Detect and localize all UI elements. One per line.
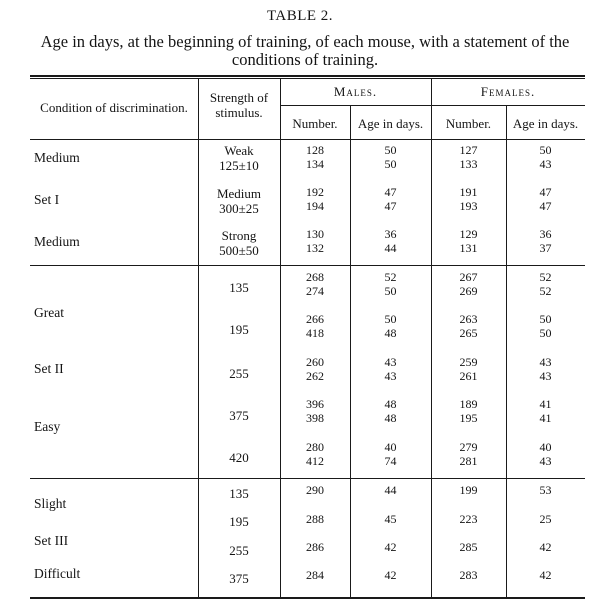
condition-label: Set I [34, 192, 60, 207]
male-no-cell: 288 [306, 512, 324, 526]
condition-label: Set II [34, 361, 64, 376]
male-no-cell: 262 [306, 369, 324, 383]
strength-cell [198, 143, 280, 173]
female-no-cell: 261 [459, 369, 478, 383]
male-no-cell: 412 [306, 454, 324, 468]
male-age-cell: 48 [384, 326, 397, 340]
male-no-cell: 134 [306, 157, 324, 171]
male-no-cell: 280 [306, 440, 324, 454]
strength-value: 255 [229, 543, 249, 558]
female-no-cell: 265 [459, 326, 478, 340]
strength-line1: Medium [216, 186, 262, 201]
female-age-cell: 50 [539, 143, 552, 157]
female-age-cell: 43 [539, 157, 552, 171]
condition-label: Set III [34, 533, 69, 548]
male-no-cell: 192 [306, 185, 324, 199]
male-no-cell: 274 [306, 284, 324, 298]
rule-header-bottom [30, 139, 585, 140]
male-no-cell: 290 [306, 483, 324, 497]
male-age-cell: 50 [384, 157, 397, 171]
male-age-cell: 44 [384, 483, 397, 497]
male-age-cell: 45 [384, 512, 397, 526]
rule-set1-end [30, 265, 585, 266]
male-no-cell: 418 [306, 326, 324, 340]
caption-line-1: Age in days, at the beginning of training, of each mouse, with a statement of the [40, 32, 570, 51]
strength-line2: 300±25 [219, 201, 259, 216]
table-title: TABLE 2. [266, 8, 334, 24]
female-no-cell: 283 [459, 568, 478, 582]
female-age-cell: 41 [539, 411, 552, 425]
condition-label: Medium [34, 150, 80, 165]
female-no-cell: 131 [459, 241, 478, 255]
female-no-cell: 191 [459, 185, 478, 199]
condition-label: Great [34, 305, 64, 320]
header-female-number: Number. [445, 116, 492, 131]
female-age-cell: 50 [539, 312, 552, 326]
male-no-cell: 128 [306, 143, 324, 157]
female-age-cell: 25 [539, 512, 552, 526]
male-no-cell: 266 [306, 312, 324, 326]
strength-value: 375 [229, 408, 249, 423]
male-age-cell: 74 [384, 454, 397, 468]
female-no-cell: 279 [459, 440, 478, 454]
female-no-cell: 195 [459, 411, 478, 425]
female-age-cell: 42 [539, 568, 552, 582]
rule-bottom [30, 597, 585, 599]
strength-value: 195 [229, 322, 249, 337]
header-strength-line1: Strength of [209, 90, 269, 105]
header-females: Females. [480, 84, 536, 99]
male-no-cell: 260 [306, 355, 324, 369]
female-age-cell: 43 [539, 355, 552, 369]
female-no-cell: 189 [459, 397, 478, 411]
female-age-cell: 37 [539, 241, 552, 255]
female-no-cell: 133 [459, 157, 478, 171]
female-age-cell: 47 [539, 199, 552, 213]
strength-line1: Weak [224, 143, 254, 158]
male-no-cell: 130 [306, 227, 324, 241]
female-age-cell: 52 [539, 284, 552, 298]
male-no-cell: 398 [306, 411, 324, 425]
header-male-age: Age in days. [357, 116, 424, 131]
strength-value: 135 [229, 486, 249, 501]
male-age-cell: 44 [384, 241, 397, 255]
male-age-cell: 43 [384, 355, 397, 369]
male-no-cell: 286 [306, 540, 324, 554]
strength-line2: 500±50 [219, 243, 259, 258]
strength-line2: 125±10 [219, 158, 259, 173]
rule-top-thick [30, 75, 585, 77]
female-age-cell: 52 [539, 270, 552, 284]
female-no-cell: 263 [459, 312, 478, 326]
female-no-cell: 223 [459, 512, 478, 526]
male-age-cell: 36 [384, 227, 397, 241]
male-age-cell: 50 [384, 312, 397, 326]
strength-cell [198, 186, 280, 216]
female-no-cell: 285 [459, 540, 478, 554]
female-age-cell: 53 [539, 483, 552, 497]
strength-value: 375 [229, 571, 249, 586]
female-no-cell: 129 [459, 227, 478, 241]
header-female-age: Age in days. [512, 116, 579, 131]
rule-top-thin [30, 78, 585, 79]
female-age-cell: 40 [539, 440, 552, 454]
condition-label: Easy [34, 419, 61, 434]
header-condition: Condition of discrimination. [40, 100, 188, 115]
strength-value: 420 [229, 450, 249, 465]
condition-label: Slight [34, 496, 67, 511]
table-caption [20, 33, 590, 69]
female-age-cell: 36 [539, 227, 552, 241]
male-age-cell: 50 [384, 284, 397, 298]
male-no-cell: 396 [306, 397, 324, 411]
male-age-cell: 47 [384, 185, 397, 199]
male-no-cell: 268 [306, 270, 324, 284]
header-males: Males. [333, 84, 378, 99]
male-age-cell: 43 [384, 369, 397, 383]
female-age-cell: 41 [539, 397, 552, 411]
condition-label: Medium [34, 234, 80, 249]
female-no-cell: 269 [459, 284, 478, 298]
male-no-cell: 132 [306, 241, 324, 255]
female-no-cell: 259 [459, 355, 478, 369]
rule-subheader [280, 105, 585, 106]
strength-value: 255 [229, 366, 249, 381]
female-no-cell: 199 [459, 483, 478, 497]
strength-line1: Strong [221, 228, 257, 243]
male-age-cell: 48 [384, 397, 397, 411]
male-age-cell: 40 [384, 440, 397, 454]
male-age-cell: 50 [384, 143, 397, 157]
male-no-cell: 194 [306, 199, 324, 213]
header-male-number: Number. [292, 116, 338, 131]
male-age-cell: 48 [384, 411, 397, 425]
male-age-cell: 42 [384, 540, 397, 554]
male-no-cell: 284 [306, 568, 324, 582]
caption-line-2: conditions of training. [231, 50, 379, 69]
strength-value: 135 [229, 280, 249, 295]
male-age-cell: 42 [384, 568, 397, 582]
header-strength-line2: stimulus. [215, 105, 263, 120]
female-age-cell: 42 [539, 540, 552, 554]
female-age-cell: 47 [539, 185, 552, 199]
strength-value: 195 [229, 514, 249, 529]
rule-set2-end [30, 478, 585, 479]
condition-label: Difficult [34, 566, 81, 581]
female-age-cell: 43 [539, 454, 552, 468]
female-age-cell: 43 [539, 369, 552, 383]
female-no-cell: 281 [459, 454, 478, 468]
strength-cell [198, 228, 280, 258]
female-age-cell: 50 [539, 326, 552, 340]
male-age-cell: 47 [384, 199, 397, 213]
female-no-cell: 267 [459, 270, 478, 284]
female-no-cell: 127 [459, 143, 478, 157]
male-age-cell: 52 [384, 270, 397, 284]
female-no-cell: 193 [459, 199, 478, 213]
